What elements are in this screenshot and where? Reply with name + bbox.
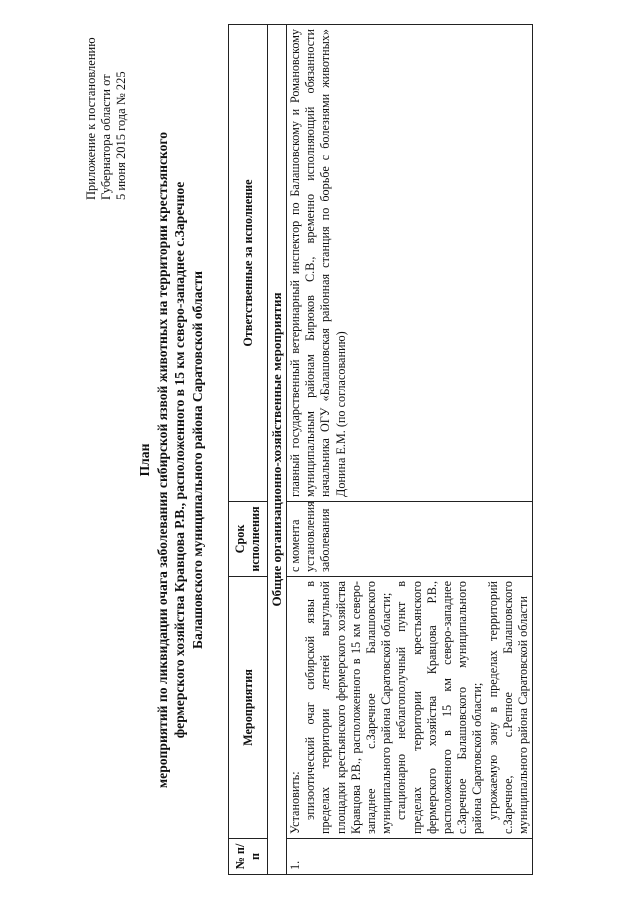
- section-title: Общие организационно-хозяйственные мероприятия: [268, 25, 287, 875]
- section-row: [268, 25, 287, 875]
- row-activity: [287, 577, 533, 839]
- activity-intro: Установить:: [288, 771, 302, 834]
- plan-table: [228, 24, 533, 875]
- row-term: с момента установления заболевания: [287, 502, 533, 577]
- title-line-3: Балашовского муниципального района Саратовской области: [189, 271, 205, 649]
- header-activity: Мероприятия: [229, 577, 268, 839]
- title-line-2: фермерского хозяйства Кравцова Р.В., расположенного в 15 км северо-западнее с.Заречное: [172, 181, 187, 739]
- table-header-row: [229, 25, 268, 875]
- approval-line-2: Губернатора области от: [99, 74, 113, 200]
- header-term: Срок исполнения: [229, 502, 268, 577]
- title-heading: План: [137, 443, 152, 477]
- activity-paragraph-3: угрожаемую зону в пределах территорий с.Заречное, с.Репное Балашовского муниципального района Саратовской области: [485, 581, 531, 834]
- approval-line-3: 5 июня 2015 года № 225: [114, 71, 128, 200]
- approval-line-1: Приложение к постановлению: [84, 37, 98, 200]
- header-responsible: Ответственные за исполнение: [229, 25, 268, 502]
- row-num: 1.: [287, 839, 533, 875]
- document-title: [136, 55, 206, 865]
- row-responsible: главный государственный ветеринарный инспектор по Балашовскому и Романовскому муниципальным районам Бирюков С.В., временно исполняющий обязанности начальника ОГУ «Балашовская районная станция по борьбе с болезнями животных» Донина Е.М. (по согласованию): [287, 25, 533, 502]
- header-num: № п/п: [229, 839, 268, 875]
- title-line-1: мероприятий по ликвидации очага заболевания сибирской язвой животных на территории крестьянского: [154, 131, 170, 789]
- activity-paragraph-2: стационарно неблагополучный пункт в пределах территории крестьянского фермерского хозяйства Кравцова Р.В., расположенного в 15 км северо-западнее с.Заречное Балашовского муниципального района Саратовской области;: [394, 581, 485, 834]
- table-row: [287, 25, 533, 875]
- activity-paragraph-1: эпизоотический очаг сибирской язвы в пределах территории летней выгульной площадки крестьянского фермерского хозяйства Кравцова Р.В., расположенного в 15 км северо-западнее с.Заречное Балашовского муниципального района Саратовской области;: [303, 581, 394, 834]
- approval-stamp: [84, 10, 129, 200]
